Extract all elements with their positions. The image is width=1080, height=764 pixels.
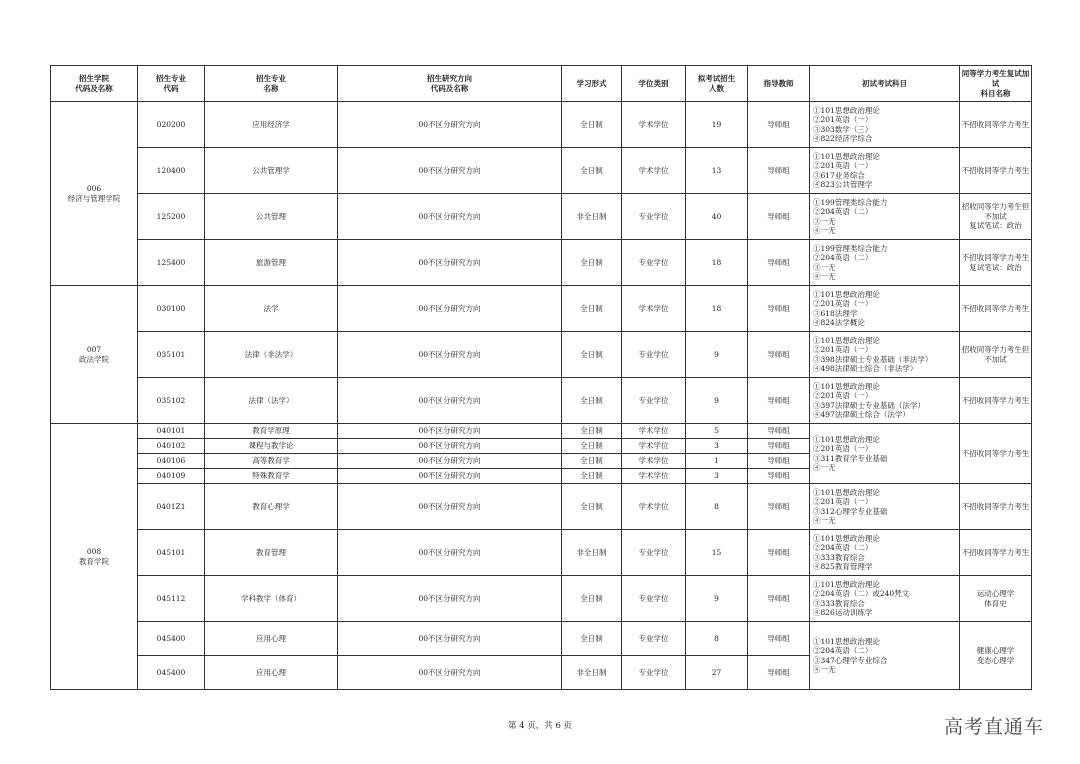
major-code: 040109 bbox=[138, 469, 205, 484]
header-row bbox=[51, 66, 1032, 102]
enrollment: 9 bbox=[686, 576, 748, 622]
major-code: 120400 bbox=[138, 148, 205, 194]
equivalent-exam: 不招收同等学力考生 bbox=[960, 378, 1032, 424]
direction: 00不区分研究方向 bbox=[338, 469, 562, 484]
enrollment: 3 bbox=[686, 469, 748, 484]
direction: 00不区分研究方向 bbox=[338, 424, 562, 439]
tutor: 导师组 bbox=[748, 240, 810, 286]
tutor: 导师组 bbox=[748, 332, 810, 378]
degree-type: 学术学位 bbox=[622, 484, 686, 530]
major-name: 高等教育学 bbox=[205, 454, 338, 469]
enrollment: 18 bbox=[686, 240, 748, 286]
exam-subjects: ①101思想政治理论 ②204英语（二）或240梵文 ③333教育综合 ④826运动训练学 bbox=[810, 576, 960, 622]
degree-type: 学术学位 bbox=[622, 148, 686, 194]
table-row bbox=[51, 240, 1032, 286]
table-row bbox=[51, 102, 1032, 148]
direction: 00不区分研究方向 bbox=[338, 439, 562, 454]
header-exam-subjects: 初试考试科目 bbox=[810, 66, 960, 102]
major-name: 应用心理 bbox=[205, 622, 338, 656]
major-name: 公共管理学 bbox=[205, 148, 338, 194]
direction: 00不区分研究方向 bbox=[338, 240, 562, 286]
table-row bbox=[51, 530, 1032, 576]
direction: 00不区分研究方向 bbox=[338, 378, 562, 424]
equivalent-exam: 招收同等学力考生但不加试 bbox=[960, 332, 1032, 378]
major-code: 020200 bbox=[138, 102, 205, 148]
study-mode: 全日制 bbox=[562, 332, 622, 378]
study-mode: 全日制 bbox=[562, 469, 622, 484]
major-name: 旅游管理 bbox=[205, 240, 338, 286]
major-code: 040102 bbox=[138, 439, 205, 454]
tutor: 导师组 bbox=[748, 424, 810, 439]
direction: 00不区分研究方向 bbox=[338, 194, 562, 240]
major-name: 应用经济学 bbox=[205, 102, 338, 148]
tutor: 导师组 bbox=[748, 530, 810, 576]
admissions-table bbox=[50, 65, 1032, 690]
table-row bbox=[51, 622, 1032, 656]
degree-type: 专业学位 bbox=[622, 622, 686, 656]
major-name: 特殊教育学 bbox=[205, 469, 338, 484]
equivalent-exam: 健康心理学 变态心理学 bbox=[960, 622, 1032, 690]
tutor: 导师组 bbox=[748, 148, 810, 194]
direction: 00不区分研究方向 bbox=[338, 622, 562, 656]
direction: 00不区分研究方向 bbox=[338, 484, 562, 530]
enrollment: 19 bbox=[686, 102, 748, 148]
equivalent-exam: 不招收同等学力考生 bbox=[960, 530, 1032, 576]
study-mode: 全日制 bbox=[562, 240, 622, 286]
study-mode: 非全日制 bbox=[562, 530, 622, 576]
table-row bbox=[51, 378, 1032, 424]
exam-subjects: ①101思想政治理论 ②201英语（一） ③397法律硕士专业基础（法学） ④497法律硕士综合（法学） bbox=[810, 378, 960, 424]
tutor: 导师组 bbox=[748, 656, 810, 690]
tutor: 导师组 bbox=[748, 622, 810, 656]
study-mode: 全日制 bbox=[562, 439, 622, 454]
study-mode: 非全日制 bbox=[562, 656, 622, 690]
major-code: 125400 bbox=[138, 240, 205, 286]
degree-type: 专业学位 bbox=[622, 576, 686, 622]
table-row bbox=[51, 424, 1032, 439]
degree-type: 学术学位 bbox=[622, 286, 686, 332]
study-mode: 全日制 bbox=[562, 148, 622, 194]
degree-type: 学术学位 bbox=[622, 454, 686, 469]
header-direction: 招生研究方向 代码及名称 bbox=[338, 66, 562, 102]
table-row bbox=[51, 194, 1032, 240]
equivalent-exam: 不招收同等学力考生 bbox=[960, 286, 1032, 332]
major-code: 045112 bbox=[138, 576, 205, 622]
equivalent-exam: 运动心理学 体育史 bbox=[960, 576, 1032, 622]
enrollment: 18 bbox=[686, 286, 748, 332]
exam-subjects: ①101思想政治理论 ②204英语（二） ③347心理学专业综合 ④一无 bbox=[810, 622, 960, 690]
enrollment: 9 bbox=[686, 332, 748, 378]
enrollment: 5 bbox=[686, 424, 748, 439]
college-cell: 008 教育学院 bbox=[51, 424, 138, 690]
major-name: 应用心理 bbox=[205, 656, 338, 690]
study-mode: 全日制 bbox=[562, 454, 622, 469]
enrollment: 3 bbox=[686, 439, 748, 454]
study-mode: 全日制 bbox=[562, 424, 622, 439]
header-major-name: 招生专业 名称 bbox=[205, 66, 338, 102]
degree-type: 学术学位 bbox=[622, 439, 686, 454]
table-row bbox=[51, 332, 1032, 378]
degree-type: 专业学位 bbox=[622, 656, 686, 690]
exam-subjects: ①101思想政治理论 ②204英语（二） ③333教育综合 ④825教育管理学 bbox=[810, 530, 960, 576]
major-code: 035102 bbox=[138, 378, 205, 424]
direction: 00不区分研究方向 bbox=[338, 286, 562, 332]
exam-subjects: ①199管理类综合能力 ②204英语（二） ③一无 ④一无 bbox=[810, 194, 960, 240]
table-row bbox=[51, 484, 1032, 530]
header-tutor: 指导教师 bbox=[748, 66, 810, 102]
study-mode: 全日制 bbox=[562, 576, 622, 622]
tutor: 导师组 bbox=[748, 102, 810, 148]
direction: 00不区分研究方向 bbox=[338, 102, 562, 148]
major-code: 0401Z1 bbox=[138, 484, 205, 530]
study-mode: 非全日制 bbox=[562, 194, 622, 240]
enrollment: 8 bbox=[686, 622, 748, 656]
major-code: 040106 bbox=[138, 454, 205, 469]
exam-subjects: ①101思想政治理论 ②201英语（一） ③617业务综合 ④823公共管理学 bbox=[810, 148, 960, 194]
direction: 00不区分研究方向 bbox=[338, 332, 562, 378]
degree-type: 学术学位 bbox=[622, 424, 686, 439]
exam-subjects: ①101思想政治理论 ②201英语（一） ③398法律硕士专业基础（非法学） ④498法律硕士综合（非法学） bbox=[810, 332, 960, 378]
direction: 00不区分研究方向 bbox=[338, 576, 562, 622]
equivalent-exam: 不招收同等学力考生 bbox=[960, 102, 1032, 148]
major-code: 125200 bbox=[138, 194, 205, 240]
tutor: 导师组 bbox=[748, 378, 810, 424]
major-name: 法律（非法学） bbox=[205, 332, 338, 378]
header-study-mode: 学习形式 bbox=[562, 66, 622, 102]
exam-subjects: ①101思想政治理论 ②201英语（一） ③312心理学专业基础 ④一无 bbox=[810, 484, 960, 530]
degree-type: 学术学位 bbox=[622, 102, 686, 148]
equivalent-exam: 招收同等学力考生但不加试 复试笔试：政治 bbox=[960, 194, 1032, 240]
exam-subjects: ①199管理类综合能力 ②204英语（二） ③一无 ④一无 bbox=[810, 240, 960, 286]
header-college: 招生学院 代码及名称 bbox=[51, 66, 138, 102]
watermark: 高考直通车 bbox=[944, 716, 1045, 738]
tutor: 导师组 bbox=[748, 286, 810, 332]
table-row bbox=[51, 148, 1032, 194]
tutor: 导师组 bbox=[748, 576, 810, 622]
study-mode: 全日制 bbox=[562, 484, 622, 530]
page-footer: 第 4 页，共 6 页 bbox=[507, 721, 573, 731]
major-code: 030100 bbox=[138, 286, 205, 332]
degree-type: 专业学位 bbox=[622, 378, 686, 424]
direction: 00不区分研究方向 bbox=[338, 530, 562, 576]
tutor: 导师组 bbox=[748, 194, 810, 240]
college-cell: 007 政法学院 bbox=[51, 286, 138, 424]
study-mode: 全日制 bbox=[562, 378, 622, 424]
degree-type: 学术学位 bbox=[622, 469, 686, 484]
major-name: 法学 bbox=[205, 286, 338, 332]
study-mode: 全日制 bbox=[562, 286, 622, 332]
major-code: 040101 bbox=[138, 424, 205, 439]
study-mode: 全日制 bbox=[562, 622, 622, 656]
enrollment: 27 bbox=[686, 656, 748, 690]
enrollment: 15 bbox=[686, 530, 748, 576]
header-enrollment: 拟考试招生 人数 bbox=[686, 66, 748, 102]
direction: 00不区分研究方向 bbox=[338, 148, 562, 194]
major-name: 法律（法学） bbox=[205, 378, 338, 424]
table-row bbox=[51, 286, 1032, 332]
major-name: 学科教学（体育） bbox=[205, 576, 338, 622]
header-major-code: 招生专业 代码 bbox=[138, 66, 205, 102]
degree-type: 专业学位 bbox=[622, 240, 686, 286]
enrollment: 1 bbox=[686, 454, 748, 469]
degree-type: 专业学位 bbox=[622, 530, 686, 576]
direction: 00不区分研究方向 bbox=[338, 656, 562, 690]
degree-type: 专业学位 bbox=[622, 194, 686, 240]
enrollment: 40 bbox=[686, 194, 748, 240]
tutor: 导师组 bbox=[748, 469, 810, 484]
table-row bbox=[51, 576, 1032, 622]
exam-subjects: ①101思想政治理论 ②201英语（一） ③303数学（三） ④822经济学综合 bbox=[810, 102, 960, 148]
enrollment: 8 bbox=[686, 484, 748, 530]
header-degree-type: 学位类别 bbox=[622, 66, 686, 102]
degree-type: 专业学位 bbox=[622, 332, 686, 378]
exam-subjects: ①101思想政治理论 ②201英语（一） ③618法理学 ④824法学概论 bbox=[810, 286, 960, 332]
enrollment: 13 bbox=[686, 148, 748, 194]
equivalent-exam: 不招收同等学力考生 复试笔试：政治 bbox=[960, 240, 1032, 286]
major-code: 045400 bbox=[138, 622, 205, 656]
major-name: 教育学原理 bbox=[205, 424, 338, 439]
college-cell: 006 经济与管理学院 bbox=[51, 102, 138, 286]
tutor: 导师组 bbox=[748, 454, 810, 469]
major-code: 045400 bbox=[138, 656, 205, 690]
study-mode: 全日制 bbox=[562, 102, 622, 148]
direction: 00不区分研究方向 bbox=[338, 454, 562, 469]
major-name: 课程与教学论 bbox=[205, 439, 338, 454]
equivalent-exam: 不招收同等学力考生 bbox=[960, 424, 1032, 484]
major-name: 教育管理 bbox=[205, 530, 338, 576]
equivalent-exam: 不招收同等学力考生 bbox=[960, 148, 1032, 194]
tutor: 导师组 bbox=[748, 484, 810, 530]
enrollment: 9 bbox=[686, 378, 748, 424]
major-code: 035101 bbox=[138, 332, 205, 378]
tutor: 导师组 bbox=[748, 439, 810, 454]
exam-subjects: ①101思想政治理论 ②201英语（一） ③311教育学专业基础 ④一无 bbox=[810, 424, 960, 484]
major-code: 045101 bbox=[138, 530, 205, 576]
major-name: 教育心理学 bbox=[205, 484, 338, 530]
header-equivalent-exam: 同等学力考生复试加试 科目名称 bbox=[960, 66, 1032, 102]
major-name: 公共管理 bbox=[205, 194, 338, 240]
equivalent-exam: 不招收同等学力考生 bbox=[960, 484, 1032, 530]
